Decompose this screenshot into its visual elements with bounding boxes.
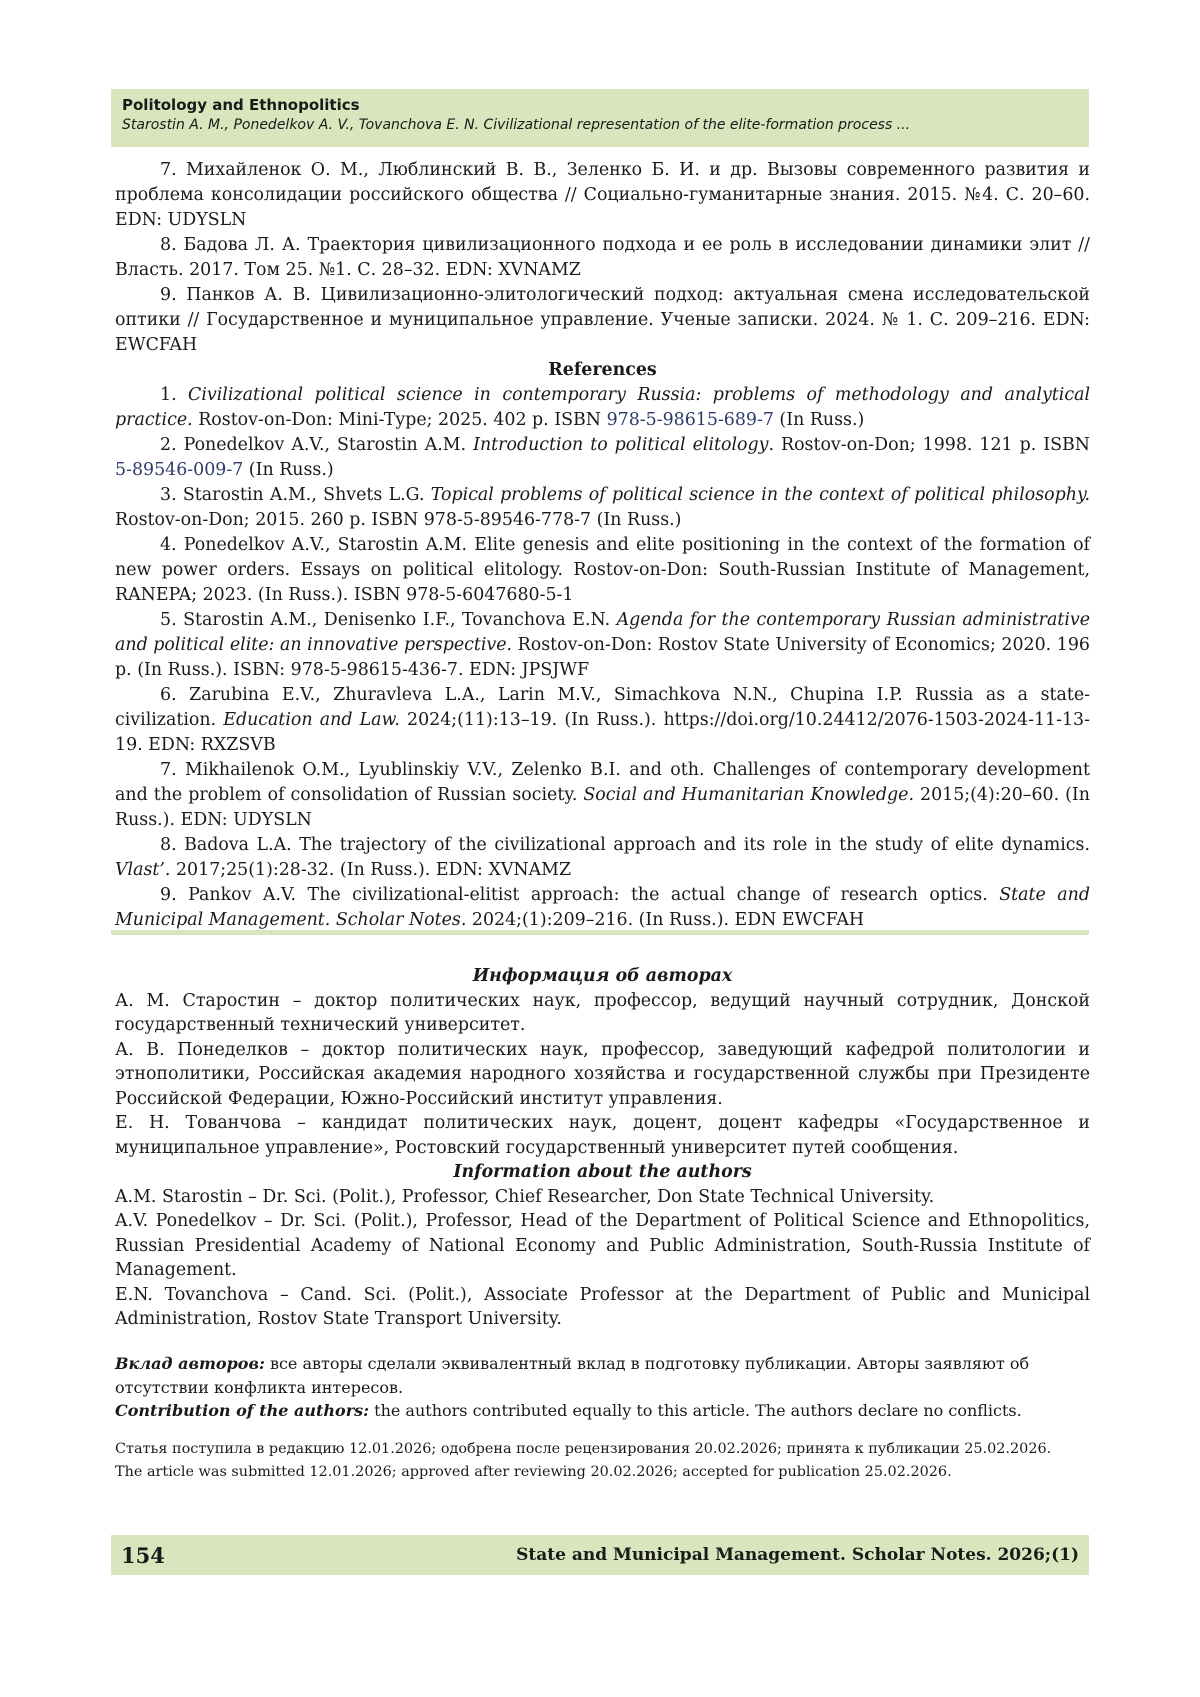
ref-text: Ponedelkov A.V., Starostin A.M. Elite genesis and elite positioning in the context of the formation of new power orders. Essays on political elitology. Rostov-on-Don: South-Russian Institute of Management, RANEPA; 2023. (In Russ.). ISBN 978-5-6047680-5-1 [115,535,1090,605]
ref-title: Introduction to political elitology [473,435,769,455]
ref-9 [115,883,1090,933]
ref-title: Vlast’. [115,860,171,880]
ref-text: Панков А. В. Цивилизационно-элитологический подход: актуальная смена исследовательской оптики // Государственное и муниципальное управление. Ученые записки. 2024. № 1. С. 209–216. EDN: EWCFAH [115,285,1090,355]
ref-text: (In Russ.) [243,460,334,480]
ref-number: 9. [160,885,177,905]
ref-text: Badova L.A. The trajectory of the civilizational approach and its role in the study of elite dynamics. [184,835,1090,855]
ref-4 [115,533,1090,608]
contribution-en [115,1399,1090,1423]
ref-text: Starostin A.M., Denisenko I.F., Tovanchova E.N. [183,610,617,630]
running-header [111,89,1089,147]
ref-8 [115,833,1090,883]
dates-ru: Статья поступила в редакцию 12.01.2026; одобрена после рецензирования 20.02.2026; принята к публикации 25.02.2026. [115,1441,1052,1457]
author-ru-2: А. В. Понеделков – доктор политических наук, профессор, заведующий кафедрой политологии и этнополитики, Российская академия народного хозяйства и государственной службы при Президенте Российской Федерации, Южно-Российский институт управления. [115,1039,1090,1109]
ref-number: 1. [160,385,177,405]
ref-text: Михайленок О. М., Люблинский В. В., Зеленко Б. И. и др. Вызовы современного развития и проблема консолидации российского общества // Социально-гуманитарные знания. 2015. №4. С. 20–60. EDN: UDYSLN [115,160,1090,230]
ref-2 [115,433,1090,483]
ref-text: 2024;(11):13–19. (In Russ.). https://doi.org/10.24412/2076-1503-2024-11-13-19. EDN: RXZSVB [115,710,1090,755]
ref-text: 2024;(1):209–216. (In Russ.). EDN EWCFAH [466,910,865,930]
ref-text: Zarubina E.V., Zhuravleva L.A., Larin M.V., Simachkova N.N., Chupina I.P. Russia as a state-civilization. [115,685,1091,730]
authors-en-title: Information about the authors [453,1162,752,1182]
author-ru-1: А. М. Старостин – доктор политических наук, профессор, ведущий научный сотрудник, Донской государственный технический университет. [115,990,1090,1035]
ref-title: Social and Humanitarian Knowledge. [583,785,915,805]
section-divider [111,930,1089,935]
ru-ref-7 [115,158,1090,233]
authors-ru-title: Информация об авторах [472,966,733,986]
ref-number: 3. [160,485,177,505]
ref-7 [115,758,1090,833]
section-title: Politology and Ethnopolitics [122,96,360,114]
author-ru-3: Е. Н. Тованчова – кандидат политических наук, доцент, доцент кафедры «Государственное и муниципальное управление», Ростовский государственный университет путей сообщения. [115,1113,1090,1158]
isbn-link[interactable]: 5-89546-009-7 [115,460,244,480]
ref-number: 5. [160,610,177,630]
ref-number: 8. [160,235,177,255]
ref-6 [115,683,1090,758]
ru-ref-9 [115,283,1090,358]
contribution-ru [115,1352,1090,1399]
running-title: Starostin A. M., Ponedelkov A. V., Tovanchova E. N. Civilizational representation of the elite-formation process ... [122,117,911,133]
contribution-text: the authors contributed equally to this article. The authors declare no conflicts. [369,1401,1022,1420]
ref-title: State and Municipal Management. Scholar Notes. [115,885,1090,930]
ref-text: (In Russ.) [773,410,865,430]
ref-text: Mikhailenok O.M., Lyublinskiy V.V., Zelenko B.I. and oth. Challenges of contemporary development and the problem of consolidation of Russian society. [115,760,1090,805]
ref-number: 8. [160,835,177,855]
ref-text: Бадова Л. А. Траектория цивилизационного подхода и ее роль в исследовании динамики элит // Власть. 2017. Том 25. №1. С. 28–32. EDN: XVNAMZ [115,235,1090,280]
author-en-1: A.M. Starostin – Dr. Sci. (Polit.), Professor, Chief Researcher, Don State Technical University. [115,1186,935,1207]
ref-title: Education and Law. [223,710,400,730]
ref-number: 4. [160,535,177,555]
ref-text: . Rostov-on-Don; 1998. 121 p. ISBN [768,435,1090,455]
ref-title: Agenda for the contemporary Russian administrative and political elite: an innovative perspective. [115,610,1090,655]
ref-text: Starostin A.M., Shvets L.G. [182,485,431,505]
ref-number: 6. [160,685,177,705]
ref-3 [115,483,1090,533]
authors-info [115,964,1090,1332]
ref-1 [115,383,1090,433]
authors-contribution [115,1352,1090,1423]
ref-number: 7. [160,760,177,780]
ref-number: 2. [160,435,177,455]
references-heading: References [548,360,657,380]
article-dates [115,1438,1090,1484]
contribution-label: Contribution of the authors: [115,1401,370,1420]
dates-en: The article was submitted 12.01.2026; approved after reviewing 20.02.2026; accepted for publication 25.02.2026. [115,1464,952,1480]
ref-number: 9. [160,285,177,305]
ref-text: Rostov-on-Don: Rostov State University of Economics; 2020. 196 p. (In Russ.). ISBN: 978-5-98615-436-7. EDN: JPSJWF [115,635,1090,680]
ref-text: Rostov-on-Don; 2015. 260 p. ISBN 978-5-89546-778-7 (In Russ.) [115,510,682,530]
ru-ref-8 [115,233,1090,283]
page-number: 154 [121,1542,165,1568]
contribution-text: все авторы сделали эквивалентный вклад в подготовку публикации. Авторы заявляют об отсутствии конфликта интересов. [115,1354,1030,1397]
author-en-2: A.V. Ponedelkov – Dr. Sci. (Polit.), Professor, Head of the Department of Political Science and Ethnopolitics, Russian Presidential Academy of National Economy and Public Administration, South-Russia Institute of Management. [115,1211,1090,1280]
ref-number: 7. [160,160,177,180]
journal-name: State and Municipal Management. Scholar Notes. 2026;(1) [516,1545,1079,1565]
ref-text: Ponedelkov A.V., Starostin A.M. [183,435,474,455]
ref-title: Civilizational political science in contemporary Russia: problems of methodology and analytical practice. [115,385,1091,430]
author-en-3: E.N. Tovanchova – Cand. Sci. (Polit.), Associate Professor at the Department of Public and Municipal Administration, Rostov State Transport University. [115,1284,1090,1329]
ref-text: 2017;25(1):28-32. (In Russ.). EDN: XVNAMZ [170,860,572,880]
ref-title: Topical problems of political science in the context of political philosophy. [430,485,1091,505]
contribution-label: Вклад авторов: [115,1354,265,1373]
isbn-link[interactable]: 978-5-98615-689-7 [606,410,774,430]
references-body [115,158,1090,933]
ref-text: 2015;(4):20–60. (In Russ.). EDN: UDYSLN [115,785,1090,830]
ref-text: Pankov A.V. The civilizational-elitist approach: the actual change of research optics. [188,885,1000,905]
ref-text: Rostov-on-Don: Mini-Type; 2025. 402 p. ISBN [192,410,607,430]
ref-5 [115,608,1090,683]
page-footer [111,1535,1089,1575]
